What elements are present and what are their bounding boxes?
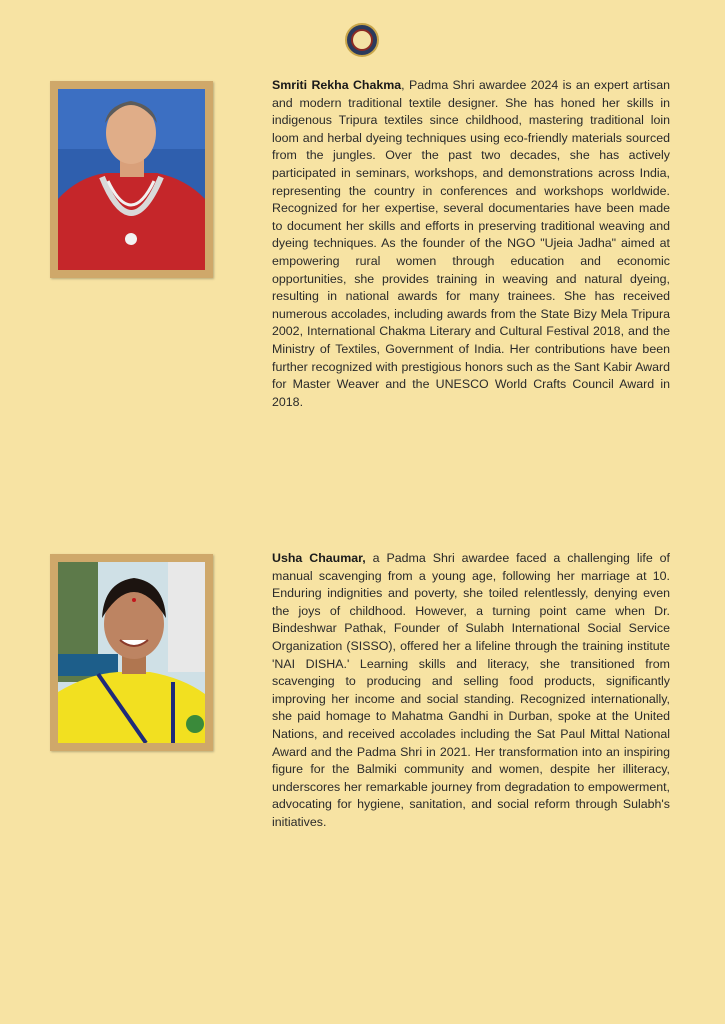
- portrait-photo-usha-chaumar: [50, 554, 213, 751]
- portrait-photo-smriti-rekha-chakma: [50, 81, 213, 278]
- profile-bio-text: a Padma Shri awardee faced a challenging life of manual scavenging from a young age, following her marriage at 10. Enduring indignities and poverty, she toiled relentlessly, denying even the joys of childhood. However, a turning point came when Dr. Bindeshwar Pathak, Founder of Sulabh International Social Service Organization (SISSO), offered her a lifeline through the training institute 'NAI DISHA.' Learning skills and literacy, she transitioned from scavenging to producing and selling food products, significantly improving her income and social standing. Recognized internationally, she paid homage to Mahatma Gandhi in Durban, spoke at the United Nations, and received accolades including the Sat Paul Mittal National Award and the Padma Shri in 2021. Her transformation into an inspiring figure for the Balmiki community and women, despite her illiteracy, underscores her remarkable journey from degradation to empowerment, advocating for hygiene, sanitation, and social reform through Sulabh's initiatives.: [272, 551, 670, 829]
- institution-seal-icon: [345, 23, 379, 57]
- profile-bio-text: Padma Shri awardee 2024 is an expert artisan and modern traditional textile designer. She has honed her skills in indigenous Tripura textiles since childhood, mastering traditional loin loom and herbal dyeing techniques using eco-friendly materials sourced from the jungles. Over the past two decades, she has actively participated in seminars, workshops, and demonstrations across India, representing the country in conferences and workshops worldwide. Recognized for her expertise, several documentaries have been made to document her skills and efforts in preserving traditional weaving and dyeing techniques. As the founder of the NGO "Ujeia Jadha" aimed at empowering rural women through education and economic opportunities, she provides training in weaving and natural dyeing, resulting in national awards for many trainees. She has received numerous accolades, including awards from the State Bizy Mela Tripura 2002, International Chakma Literary and Cultural Festival 2018, and the Ministry of Textiles, Government of India. Her contributions have been further recognized with prestigious honors such as the Sant Kabir Award for Master Weaver and the UNESCO World Crafts Council Award in 2018.: [272, 78, 670, 409]
- profile-name-suffix: ,: [401, 78, 405, 92]
- profile-name: Smriti Rekha Chakma: [272, 78, 402, 92]
- bio-usha-chaumar: [272, 550, 670, 832]
- profile-name: Usha Chaumar,: [272, 551, 366, 565]
- bio-smriti-rekha-chakma: [272, 77, 670, 411]
